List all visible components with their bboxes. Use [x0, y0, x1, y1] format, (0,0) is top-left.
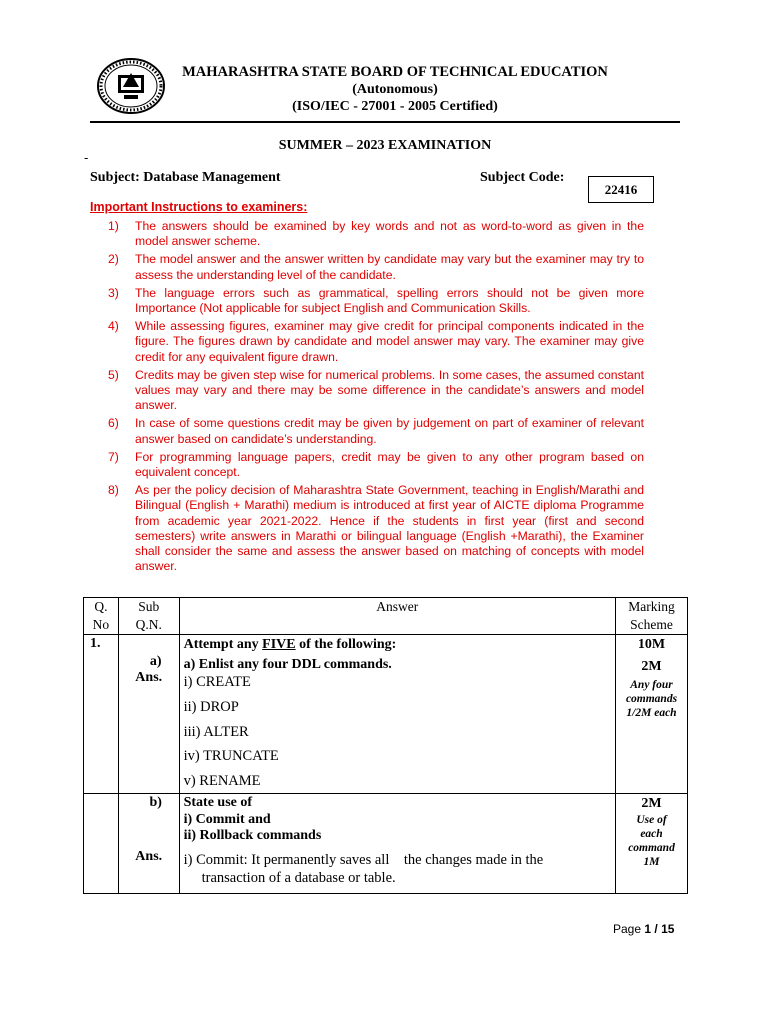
instruction-number: 7) — [108, 449, 119, 464]
instruction-item — [108, 252, 644, 282]
subject-code-box: 22416 — [588, 176, 654, 203]
question-marks: 2M — [641, 659, 662, 674]
header-q-no-line2: No — [92, 617, 110, 632]
instruction-number: 5) — [108, 367, 119, 382]
instruction-text: The answers should be examined by key words and not as word-to-word as given in the model answer scheme. — [135, 219, 644, 249]
subject-label: Subject: Database Management — [90, 170, 281, 185]
stray-dash: - — [84, 150, 89, 165]
question-line: ii) Rollback commands — [183, 828, 322, 843]
instruction-item — [108, 483, 644, 574]
section-text-post: of the following: — [295, 637, 397, 652]
table-row — [84, 794, 688, 894]
q-number: 1. — [84, 635, 119, 794]
instruction-item — [108, 219, 644, 249]
instruction-text: Credits may be given step wise for numerical problems. In some cases, the assumed constant values may vary and there may be some difference in the candidate’s answers and model answer. — [135, 367, 644, 413]
instruction-item — [108, 319, 644, 365]
instruction-number: 1) — [108, 219, 119, 233]
header-marking-line1: Marking — [628, 599, 675, 614]
header-sub-line2: Q.N. — [135, 617, 162, 632]
board-name: MAHARASHTRA STATE BOARD OF TECHNICAL EDUCATION — [182, 64, 608, 80]
table-row — [84, 635, 688, 794]
question-line: i) Commit and — [183, 811, 271, 827]
instructions-heading: Important Instructions to examiners: — [90, 200, 308, 214]
marking-cell — [616, 794, 688, 894]
answer-text-line: i) Commit: It permanently saves all the changes made in the — [183, 851, 544, 868]
page-total: 15 — [661, 922, 675, 936]
answer-item: iii) ALTER — [183, 723, 249, 740]
answer-text-line: transaction of a database or table. — [201, 869, 396, 886]
marking-cell — [616, 635, 688, 794]
instruction-number: 3) — [108, 285, 119, 300]
page-separator: / — [651, 922, 662, 936]
instruction-item — [108, 286, 644, 316]
header-divider — [90, 121, 680, 123]
page-number — [613, 922, 674, 936]
instruction-number: 2) — [108, 252, 119, 267]
section-instruction — [180, 635, 615, 654]
question-text: a) Enlist any four DDL commands. — [183, 657, 392, 672]
ans-label: Ans. — [135, 670, 163, 685]
ans-label: Ans. — [135, 849, 163, 864]
instruction-number: 8) — [108, 483, 119, 498]
question-line: State use of — [183, 795, 253, 810]
marking-note: Any four commands 1/2M each — [625, 679, 678, 719]
table-header-row — [84, 598, 688, 635]
instruction-item — [108, 416, 644, 446]
instruction-number: 4) — [108, 319, 119, 334]
instruction-text: As per the policy decision of Maharashtra State Government, teaching in English/Marathi and Bilingual (English + Marathi) medium is introduced at first year of AICTE diploma Programme from academic year 2021-2022. Hence if the students in first year (first and second semesters) write answers in Marathi or bilingual language (English +Marathi), the Examiner shall consider the same and assess the answer based on matching of concepts with model answer. — [135, 483, 644, 574]
instruction-item — [108, 368, 644, 414]
instruction-text: For programming language papers, credit may be given to any other program based on equivalent concept. — [135, 449, 644, 480]
sub-question-cell — [118, 635, 179, 794]
msbte-seal-logo-icon — [96, 57, 166, 115]
answer-item: iv) TRUNCATE — [183, 748, 279, 764]
instruction-text: The model answer and the answer written by candidate may vary but the examiner may try to assess the understanding level of the candidate. — [135, 252, 644, 282]
q-number-empty — [84, 794, 119, 894]
sub-question-label: b) — [149, 795, 162, 810]
header-sub-qn — [118, 598, 179, 635]
autonomous-label: (Autonomous) — [352, 82, 438, 97]
header-answer — [179, 598, 615, 635]
instruction-text: While assessing figures, examiner may give credit for principal components indicated in the figure. The figures drawn by candidate and model answer may vary. The examiner may give credit for any equivalent figure drawn. — [135, 319, 644, 364]
answer-cell — [179, 794, 615, 894]
exam-title: SUMMER – 2023 EXAMINATION — [278, 138, 492, 153]
section-marks: 10M — [637, 637, 666, 652]
instruction-text: The language errors such as grammatical, spelling errors should not be given more Importance (Not applicable for subject English and Communication Skills. — [135, 285, 644, 316]
answer-item: ii) DROP — [183, 699, 239, 715]
answer-item: i) CREATE — [183, 674, 251, 690]
header-marking-line2: Scheme — [630, 617, 673, 632]
iso-certification: (ISO/IEC - 27001 - 2005 Certified) — [292, 99, 498, 114]
sub-question-label: a) — [149, 654, 162, 669]
instruction-number: 6) — [108, 416, 119, 431]
header-q-no-line1: Q. — [94, 599, 108, 614]
section-text-pre: Attempt any — [183, 637, 263, 652]
instructions-list — [108, 219, 644, 577]
instruction-text: In case of some questions credit may be given by judgement on part of examiner of relevant answer based on candidate’s understanding. — [135, 416, 644, 446]
answer-cell — [179, 635, 615, 794]
section-text-emphasis: FIVE — [262, 637, 296, 652]
header-marking — [616, 598, 688, 635]
instruction-item — [108, 450, 644, 480]
header-sub-line1: Sub — [138, 599, 160, 614]
page-prefix: Page — [613, 922, 645, 936]
header-q-no — [84, 598, 119, 635]
sub-question-cell — [118, 794, 179, 894]
subject-code-label: Subject Code: — [480, 170, 565, 185]
marking-note: Use of each command 1M — [628, 814, 675, 868]
answer-item: v) RENAME — [183, 772, 261, 789]
question-marks: 2M — [641, 796, 662, 811]
header-answer-label: Answer — [376, 599, 419, 614]
page-current: 1 — [644, 922, 652, 936]
answer-table — [83, 597, 688, 894]
